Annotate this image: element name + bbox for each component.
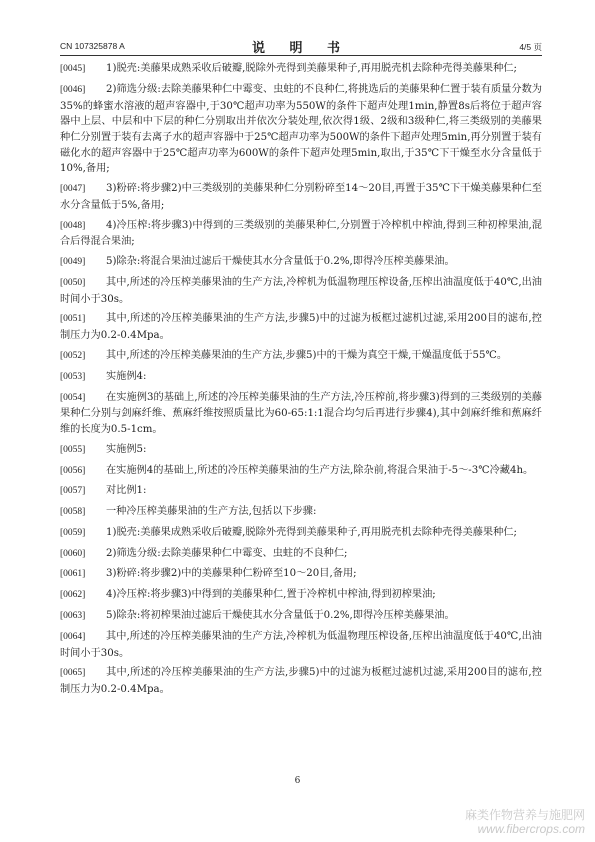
paragraph-number: [0065] [60, 668, 86, 679]
publication-number: CN 107325878 A [60, 41, 125, 51]
paragraph [60, 566, 542, 583]
paragraph-number: [0057] [60, 486, 86, 497]
paragraph [60, 442, 542, 459]
paragraph-number: [0058] [60, 507, 86, 518]
paragraph-text: 1)脱壳:美藤果成熟采收后破瓣,脱除外壳得到美藤果种子,再用脱壳机去除种壳得美藤果种仁; [106, 526, 517, 538]
paragraph-number: [0060] [60, 548, 86, 559]
paragraph-text: 2)筛选分级:去除美藤果种仁中霉变、虫蛀的不良种仁,将挑选后的美藤果种仁置于装有质量分数为35%的蜂蜜水溶液的超声容器中,于30℃超声功率为550W的条件下超声处理1min,静置8s后将位于超声容器中上层、中层和中下层的种仁分别取出并依次分装处理,依次得1级、2级和3级种仁,将三类级别的美藤果种仁分别置于装有去离子水的超声容器中于25℃超声功率为500W的条件下超声处理5min,再分别置于装有磁化水的超声容器中于25℃超声功率为600W的条件下超声处理5min,取出,于35℃下干燥至水分含量低于10%,备用; [60, 83, 542, 175]
paragraph-number: [0052] [60, 350, 86, 361]
paragraph-text: 5)除杂:将初榨果油过滤后干燥使其水分含量低于0.2%,即得冷压榨美藤果油。 [106, 610, 455, 622]
page-header [60, 37, 542, 56]
paragraph [60, 369, 542, 386]
document-title: 说 明 书 [251, 41, 351, 56]
paragraph [60, 311, 542, 343]
paragraph [60, 504, 542, 521]
paragraph-number: [0054] [60, 392, 86, 403]
watermark-site-name: 麻类作物营养与施肥网 [464, 808, 585, 822]
paragraph [60, 181, 542, 213]
paragraph [60, 608, 542, 625]
watermark-url: www.fibercrops.com [477, 822, 585, 836]
paragraph [60, 275, 542, 307]
paragraph-text: 4)冷压榨:将步骤3)中得到的三类级别的美藤果种仁,分别置于冷榨机中榨油,得到三种初榨果油,混合后得混合果油; [60, 219, 542, 248]
paragraph-number: [0063] [60, 611, 86, 622]
paragraph-text: 实施例5: [106, 443, 147, 455]
paragraph [60, 629, 542, 661]
paragraph-text: 2)筛选分级:去除美藤果种仁中霉变、虫蛀的不良种仁; [106, 547, 348, 559]
paragraph-text: 一种冷压榨美藤果油的生产方法,包括以下步骤: [106, 506, 317, 518]
paragraph [60, 525, 542, 542]
paragraph [60, 218, 542, 250]
paragraph-number: [0050] [60, 277, 86, 288]
paragraph-number: [0053] [60, 371, 86, 382]
paragraph [60, 587, 542, 604]
paragraph-number: [0059] [60, 527, 86, 538]
paragraph-number: [0056] [60, 465, 86, 476]
paragraph-text: 4)冷压榨:将步骤3)中得到的美藤果种仁,置于冷榨机中榨油,得到初榨果油; [106, 589, 436, 601]
paragraph-text: 其中,所述的冷压榨美藤果油的生产方法,步骤5)中的过滤为板框过滤机过滤,采用200目的滤布,控制压力为0.2-0.4Mpa。 [60, 313, 542, 342]
paragraph [60, 390, 542, 438]
paragraph-number: [0048] [60, 220, 86, 231]
paragraph-number: [0051] [60, 314, 86, 325]
paragraph-number: [0045] [60, 64, 86, 74]
paragraph-number: [0055] [60, 444, 86, 455]
paragraph-text: 在实施例3的基础上,所述的冷压榨美藤果油的生产方法,冷压榨前,将步骤3)得到的三类级别的美藤果种仁分别与剑麻纤维、蕉麻纤维按照质量比为60-65:1:1混合均匀后再进行步骤4),其中剑麻纤维和蕉麻纤维的长度为0.5-1cm。 [60, 391, 542, 435]
paragraph [60, 82, 542, 177]
paragraph-text: 其中,所述的冷压榨美藤果油的生产方法,步骤5)中的干燥为真空干燥,干燥温度低于55℃。 [106, 349, 508, 361]
paragraph [60, 463, 542, 480]
page-number: 6 [294, 776, 301, 786]
paragraph [60, 61, 542, 78]
paragraph-text: 3)粉碎:将步骤2)中的美藤果种仁粉碎至10～20目,备用; [106, 568, 357, 580]
paragraph [60, 546, 542, 563]
paragraph-text: 3)粉碎:将步骤2)中三类级别的美藤果种仁分别粉碎至14～20目,再置于35℃下干燥美藤果种仁至水分含量低于5%,备用; [60, 183, 542, 211]
watermark [465, 808, 585, 836]
paragraph-text: 对比例1: [106, 485, 147, 497]
paragraph-number: [0062] [60, 590, 86, 601]
paragraph-text: 5)除杂:将混合果油过滤后干燥使其水分含量低于0.2%,即得冷压榨美藤果油。 [106, 256, 455, 268]
paragraph-number: [0049] [60, 257, 86, 268]
paragraph-number: [0064] [60, 631, 86, 642]
paragraph [60, 483, 542, 500]
paragraph-text: 实施例4: [106, 370, 147, 382]
paragraph-text: 其中,所述的冷压榨美藤果油的生产方法,冷榨机为低温物理压榨设备,压榨出油温度低于40℃,出油时间小于30s。 [60, 630, 542, 659]
paragraph [60, 254, 542, 271]
paragraph-text: 在实施例4的基础上,所述的冷压榨美藤果油的生产方法,除杂前,将混合果油于-5～-3℃冷藏4h。 [106, 464, 534, 476]
document-body [60, 61, 542, 702]
paragraph-number: [0061] [60, 569, 86, 580]
paragraph-number: [0046] [60, 84, 86, 95]
paragraph [60, 348, 542, 365]
paragraph-number: [0047] [60, 184, 86, 195]
page-fraction: 4/5 页 [519, 42, 542, 52]
paragraph-text: 其中,所述的冷压榨美藤果油的生产方法,冷榨机为低温物理压榨设备,压榨出油温度低于40℃,出油时间小于30s。 [60, 276, 542, 305]
paragraph [60, 665, 542, 697]
paragraph-text: 1)脱壳:美藤果成熟采收后破瓣,脱除外壳得到美藤果种子,再用脱壳机去除种壳得美藤果种仁; [106, 63, 517, 74]
paragraph-text: 其中,所述的冷压榨美藤果油的生产方法,步骤5)中的过滤为板框过滤机过滤,采用200目的滤布,控制压力为0.2-0.4Mpa。 [60, 667, 542, 696]
